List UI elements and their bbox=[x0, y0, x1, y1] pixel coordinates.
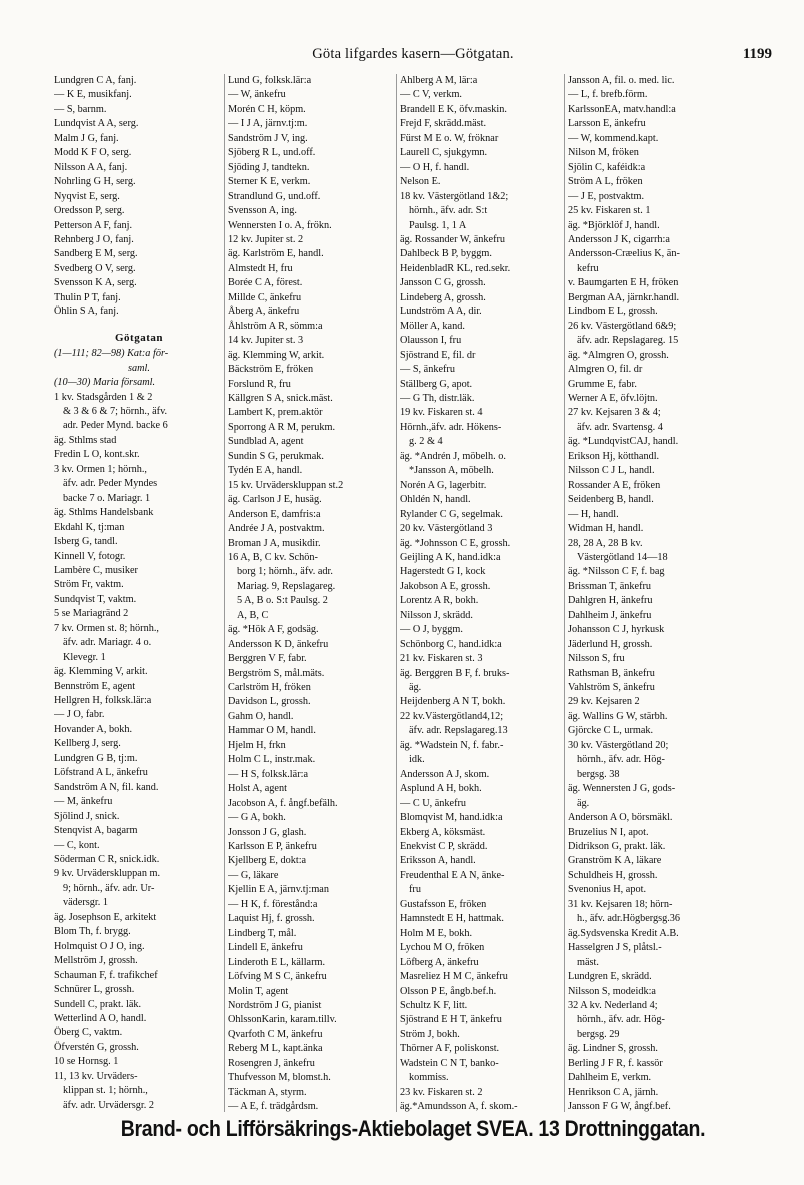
directory-line: Lindell E, änkefru bbox=[228, 942, 303, 954]
directory-line: Gustafsson E, fröken bbox=[400, 898, 487, 910]
directory-line: äg. bbox=[409, 682, 422, 694]
page-header bbox=[54, 46, 772, 70]
directory-line: Ekdahl K, tj:man bbox=[54, 521, 125, 533]
directory-line: *Jansson A, möbelh. bbox=[409, 465, 494, 477]
directory-line: Dahlheim E, verkm. bbox=[568, 1072, 652, 1084]
directory-line: Stenqvist A, bagarm bbox=[54, 825, 138, 837]
directory-line: g. 2 & 4 bbox=[409, 436, 443, 448]
directory-line: 29 kv. Kejsaren 2 bbox=[568, 696, 640, 708]
directory-line: Vahlström S, änkefru bbox=[568, 682, 655, 694]
directory-line: 20 kv. Västergötland 3 bbox=[400, 523, 493, 535]
directory-line: Bruzelius N I, apot. bbox=[568, 826, 649, 838]
directory-line: Rossander A E, fröken bbox=[568, 479, 661, 491]
directory-line: Asplund A H, bokh. bbox=[400, 783, 482, 795]
directory-line: Sjöstrand E, fil. dr bbox=[400, 349, 476, 361]
directory-line: Sjölind J, snick. bbox=[54, 810, 120, 822]
directory-line: — W, kommend.kapt. bbox=[568, 132, 659, 144]
directory-line: 5 se Mariagränd 2 bbox=[54, 608, 129, 620]
running-title: Göta lifgardes kasern—Götgatan. bbox=[312, 46, 514, 62]
directory-line: hörnh., äfv. adr. Hög- bbox=[577, 754, 665, 766]
directory-line: Davidson L, grossh. bbox=[228, 696, 311, 708]
directory-line: Ekberg A, köksmäst. bbox=[400, 826, 486, 838]
directory-line: äg. Rossander W, änkefru bbox=[400, 233, 506, 245]
directory-line: äg. *LundqvistCAJ, handl. bbox=[568, 436, 679, 448]
directory-line: äg. Sthlms Handelsbank bbox=[54, 507, 154, 519]
directory-line: Seidenberg B, handl. bbox=[568, 494, 654, 506]
directory-line: äg. *Björklöf J, handl. bbox=[568, 219, 660, 231]
directory-line: A, B, C bbox=[237, 609, 269, 621]
directory-line: v. Baumgarten E H, fröken bbox=[568, 277, 679, 289]
directory-line: Åberg A, änkefru bbox=[228, 306, 300, 318]
directory-line: Löfstrand A L, änkefru bbox=[54, 767, 148, 779]
directory-line: 21 kv. Fiskaren st. 3 bbox=[400, 653, 483, 665]
directory-line: Schnürer L, grossh. bbox=[54, 984, 135, 996]
directory-line: — S, barnm. bbox=[54, 103, 107, 115]
directory-line: Ström J, bokh. bbox=[400, 1028, 460, 1040]
directory-line: kefru bbox=[577, 262, 599, 274]
directory-line: Öhlin S A, fanj. bbox=[54, 306, 119, 318]
directory-line: äg. Wallins G W, stärbh. bbox=[568, 710, 668, 722]
directory-line: Eriksson A, handl. bbox=[400, 855, 476, 867]
directory-line: Dahlbeck B P, byggm. bbox=[400, 248, 492, 260]
directory-line: Anderson E, damfris:a bbox=[228, 508, 321, 520]
directory-line: Jansson C G, grossh. bbox=[400, 277, 486, 289]
directory-line: — H K, f. förestånd:a bbox=[228, 898, 318, 910]
directory-line: — J E, postvaktm. bbox=[568, 190, 645, 202]
directory-line: Hörnh.,äfv. adr. Hökens- bbox=[400, 421, 502, 433]
directory-line: Enekvist C P, skrädd. bbox=[400, 841, 488, 853]
directory-line: äg. Wennersten J G, gods- bbox=[568, 783, 676, 795]
directory-line: Didrikson G, prakt. läk. bbox=[568, 841, 666, 853]
directory-line: Gjörcke C L, urmak. bbox=[568, 725, 654, 737]
directory-line: 25 kv. Fiskaren st. 1 bbox=[568, 205, 651, 217]
directory-line: KarlssonEA, matv.handl:a bbox=[568, 103, 676, 115]
directory-line: Gahm O, handl. bbox=[228, 710, 294, 722]
directory-line: Blomqvist M, hand.idk:a bbox=[400, 812, 503, 824]
directory-line: Carlström H, fröken bbox=[228, 682, 311, 694]
directory-line: Sterner K E, verkm. bbox=[228, 176, 311, 188]
directory-line: Dahlgren H, änkefru bbox=[568, 595, 653, 607]
column-3 bbox=[396, 74, 564, 1112]
directory-line: Ohldén N, handl. bbox=[400, 494, 471, 506]
directory-line: Bennström E, agent bbox=[54, 680, 136, 692]
directory-line: Freudenthal E A N, änke- bbox=[400, 869, 505, 881]
directory-line: Wennersten I o. A, frökn. bbox=[228, 219, 332, 231]
directory-line: Henrikson C A, järnh. bbox=[568, 1086, 659, 1098]
directory-line: Rosengren J, änkefru bbox=[228, 1057, 315, 1069]
directory-line: Holmquist O J O, ing. bbox=[54, 940, 145, 952]
directory-line: Petterson A F, fanj. bbox=[54, 219, 133, 231]
directory-line: Millde C, änkefru bbox=[228, 291, 302, 303]
directory-line: — C, kont. bbox=[54, 839, 100, 851]
directory-line: hörnh., äfv. adr. Hög- bbox=[577, 1014, 665, 1026]
directory-line: Berling J F R, f. kassör bbox=[568, 1057, 663, 1069]
directory-line: äfv. adr. Svartensg. 4 bbox=[577, 421, 663, 433]
directory-line: Lundström A A, dir. bbox=[400, 306, 482, 318]
directory-line: 23 kv. Fiskaren st. 2 bbox=[400, 1086, 483, 1098]
directory-line: Åhlström A R, sömm:a bbox=[228, 320, 323, 332]
directory-line: Malm J G, fanj. bbox=[54, 132, 119, 144]
directory-line: — O J, byggm. bbox=[400, 624, 463, 636]
directory-line: Nelson E. bbox=[400, 176, 441, 188]
directory-line: Wadstein C N T, banko- bbox=[400, 1057, 499, 1069]
directory-line: Lundqvist A A, serg. bbox=[54, 118, 139, 130]
directory-line: bergsg. 29 bbox=[577, 1028, 620, 1040]
directory-line: Hammar O M, handl. bbox=[228, 725, 316, 737]
directory-line: Svensson A, ing. bbox=[228, 205, 297, 217]
directory-line: Fürst M E o. W, fröknar bbox=[400, 132, 499, 144]
directory-line: Källgren S A, snick.mäst. bbox=[228, 392, 333, 404]
directory-line: Forslund R, fru bbox=[228, 378, 291, 390]
directory-line: Lundgren C A, fanj. bbox=[54, 75, 137, 86]
directory-line: Almgren O, fil. dr bbox=[568, 364, 643, 376]
directory-line: Sandberg E M, serg. bbox=[54, 248, 138, 260]
directory-line: Andersson J K, cigarrh:a bbox=[568, 233, 670, 245]
directory-line: Nilson M, fröken bbox=[568, 147, 639, 159]
directory-line: — S, änkefru bbox=[400, 364, 455, 376]
directory-line: Jansson F G W, ångf.bef. bbox=[568, 1101, 671, 1112]
directory-line: Kjellin E A, järnv.tj:man bbox=[228, 884, 329, 896]
directory-line: Öfverstén G, grossh. bbox=[54, 1041, 139, 1053]
advertisement-footer: Brand- och Lifförsäkrings-Aktiebolaget SVEA. 13 Drottninggatan. bbox=[120, 1116, 706, 1142]
directory-line: Hellgren H, folksk.lär:a bbox=[54, 695, 152, 707]
directory-line: Lychou M O, fröken bbox=[400, 942, 485, 954]
directory-line: Broman J A, musikdir. bbox=[228, 537, 321, 549]
directory-line: Werner A E, öfv.löjtn. bbox=[568, 392, 658, 404]
directory-line: Lambert K, prem.aktör bbox=[228, 407, 323, 419]
directory-line: 10 se Hornsg. 1 bbox=[54, 1056, 119, 1068]
directory-line: Ahlberg A M, lär:a bbox=[400, 75, 478, 86]
directory-line: äg. *Johnsson C E, grossh. bbox=[400, 537, 511, 549]
directory-line: äfv. adr. Urvädersgr. 2 bbox=[63, 1099, 154, 1111]
directory-line: 9 kv. Urväderskluppan m. bbox=[54, 868, 161, 880]
directory-line: Almstedt H, fru bbox=[228, 262, 293, 274]
directory-line: OhlssonKarin, karam.tillv. bbox=[228, 1014, 337, 1026]
directory-line: Mellström J, grossh. bbox=[54, 955, 138, 967]
directory-line: — C V, verkm. bbox=[400, 89, 462, 101]
directory-line: (1—111; 82—98) Kat:a för- bbox=[54, 348, 169, 360]
directory-line: Kjellberg E, dokt:a bbox=[228, 855, 307, 867]
directory-line: äg. Sthlms stad bbox=[54, 434, 117, 446]
directory-line: Schultz K F, litt. bbox=[400, 1000, 468, 1011]
directory-line: 32 A kv. Nederland 4; bbox=[568, 1000, 658, 1011]
directory-line: Dahlheim J, änkefru bbox=[568, 609, 652, 621]
directory-line: Kinnell V, fotogr. bbox=[54, 550, 126, 562]
directory-line: Olsson P E, ångb.bef.h. bbox=[400, 985, 497, 997]
directory-line: Holm M E, bokh. bbox=[400, 927, 473, 939]
column-2 bbox=[224, 74, 396, 1112]
directory-line: Lund G, folksk.lär:a bbox=[228, 75, 312, 86]
directory-line: Granström K A, läkare bbox=[568, 855, 662, 867]
column-1 bbox=[54, 74, 224, 1112]
directory-line: — G, läkare bbox=[228, 869, 279, 881]
directory-line: äfv. adr. Repslagareg.13 bbox=[409, 725, 508, 737]
directory-line: — K E, musikfanj. bbox=[54, 89, 132, 101]
directory-line: äg. Lindner S, grossh. bbox=[568, 1043, 658, 1055]
directory-line: Andersson A J, skom. bbox=[400, 768, 490, 780]
directory-line: Lundgren G B, tj:m. bbox=[54, 752, 138, 764]
directory-line: Brissman T, änkefru bbox=[568, 580, 652, 592]
directory-line: Schuldheis H, grossh. bbox=[568, 869, 658, 881]
directory-line: Thulin P T, fanj. bbox=[54, 291, 121, 303]
directory-line: Bäckström E, fröken bbox=[228, 364, 314, 376]
directory-line: Jonsson J G, glash. bbox=[228, 826, 307, 838]
directory-line: Grumme E, fabr. bbox=[568, 378, 637, 390]
directory-line: Täckman A, styrm. bbox=[228, 1086, 307, 1098]
directory-line: Rylander C G, segelmak. bbox=[400, 508, 503, 520]
directory-line: 18 kv. Västergötland 1&2; bbox=[400, 190, 509, 202]
directory-line: Andrée J A, postvaktm. bbox=[228, 523, 325, 535]
directory-line: Hagerstedt G I, kock bbox=[400, 566, 486, 578]
page-number: 1199 bbox=[742, 46, 772, 62]
street-heading: Götgatan bbox=[115, 331, 163, 344]
directory-line: Fredin L O, kont.skr. bbox=[54, 449, 140, 461]
directory-line: 9; hörnh., äfv. adr. Ur- bbox=[63, 882, 155, 894]
directory-line: Erikson Hj, kötthandl. bbox=[568, 450, 660, 462]
directory-line: saml. bbox=[128, 362, 150, 374]
directory-line: Sjölin C, kaféidk:a bbox=[568, 161, 646, 173]
directory-line: Jakobson A E, grossh. bbox=[400, 580, 491, 592]
directory-line: Morén C H, köpm. bbox=[228, 103, 306, 115]
directory-line: Ström A L, fröken bbox=[568, 176, 643, 188]
directory-line: Svenonius H, apot. bbox=[568, 884, 647, 896]
directory-line: Tydén E A, handl. bbox=[228, 465, 303, 477]
directory-line: Schönborg C, hand.idk:a bbox=[400, 638, 502, 650]
directory-line: Kellberg J, serg. bbox=[54, 738, 121, 750]
directory-line: Mariag. 9, Repslagareg. bbox=[237, 580, 336, 592]
directory-line: 15 kv. Urväderskluppan st.2 bbox=[228, 479, 344, 491]
directory-line: Blom Th, f. brygg. bbox=[54, 926, 131, 938]
directory-line: Qvarfoth C M, änkefru bbox=[228, 1028, 323, 1040]
directory-line: — I J A, järnv.tj:m. bbox=[228, 118, 308, 130]
directory-line: äg. Josephson E, arkitekt bbox=[54, 911, 157, 923]
directory-line: Laquist Hj, f. grossh. bbox=[228, 913, 315, 925]
directory-line: Reberg M L, kapt.änka bbox=[228, 1043, 323, 1055]
directory-line: Modd K F O, serg. bbox=[54, 147, 132, 159]
directory-line: 7 kv. Ormen st. 8; hörnh., bbox=[54, 622, 159, 634]
directory-line: 12 kv. Jupiter st. 2 bbox=[228, 233, 304, 245]
column-4 bbox=[564, 74, 772, 1112]
directory-line: Öberg C, vaktm. bbox=[54, 1027, 123, 1039]
directory-line: Nilsson S, modeidk:a bbox=[568, 985, 656, 997]
directory-line: äg. *Wadstein N, f. fabr.- bbox=[400, 739, 504, 751]
directory-line: 3 kv. Ormen 1; hörnh., bbox=[54, 463, 147, 475]
directory-line: äg. Klemming W, arkit. bbox=[228, 349, 325, 361]
directory-line: Lindbom E L, grossh. bbox=[568, 306, 658, 318]
directory-line: 26 kv. Västergötland 6&9; bbox=[568, 320, 677, 332]
directory-line: Brandell E K, öfv.maskin. bbox=[400, 103, 507, 115]
directory-line: Jäderlund H, grossh. bbox=[568, 638, 653, 650]
directory-line: — O H, f. handl. bbox=[400, 161, 470, 173]
directory-line: Lindeberg A, grossh. bbox=[400, 291, 486, 303]
directory-line: Löfving M S C, änkefru bbox=[228, 971, 327, 983]
directory-line: äg.*Amundsson A, f. skom.- bbox=[400, 1101, 518, 1112]
directory-line: Holst A, agent bbox=[228, 783, 287, 795]
directory-line: Berggren V F, fabr. bbox=[228, 653, 307, 665]
directory-line: Sundell C, prakt. läk. bbox=[54, 998, 142, 1010]
directory-line: Sjöstrand E H T, änkefru bbox=[400, 1014, 502, 1026]
directory-line: Jansson A, fil. o. med. lic. bbox=[568, 75, 675, 86]
directory-line: — G A, bokh. bbox=[228, 812, 286, 824]
directory-line: Möller A, kand. bbox=[400, 320, 465, 332]
directory-line: Sandström A N, fil. kand. bbox=[54, 781, 159, 793]
directory-line: — M, änkefru bbox=[54, 796, 113, 808]
directory-line: Frejd F, skrädd.mäst. bbox=[400, 118, 487, 130]
directory-line: mäst. bbox=[577, 956, 599, 968]
directory-line: fru bbox=[409, 884, 421, 896]
directory-line: — C U, änkefru bbox=[400, 797, 467, 809]
directory-line: Lorentz A R, bokh. bbox=[400, 595, 479, 607]
directory-line: Lundgren E, skrädd. bbox=[568, 971, 652, 983]
directory-line: Olausson I, fru bbox=[400, 335, 462, 347]
directory-line: Ställberg G, apot. bbox=[400, 378, 473, 390]
directory-line: 30 kv. Västergötland 20; bbox=[568, 739, 669, 751]
directory-line: Paulsg. 1, 1 A bbox=[409, 219, 467, 231]
directory-line: Sundqvist T, vaktm. bbox=[54, 593, 137, 605]
directory-line: Nilsson C J L, handl. bbox=[568, 465, 655, 477]
directory-line: äfv. adr. Repslagareg. 15 bbox=[577, 335, 679, 347]
directory-line: Nohrling G H, serg. bbox=[54, 176, 136, 188]
directory-line: adr. Peder Mynd. backe 6 bbox=[63, 420, 168, 432]
directory-line: kommiss. bbox=[409, 1072, 449, 1084]
directory-line: Svensson K A, serg. bbox=[54, 277, 137, 289]
directory-line: Svedberg O V, serg. bbox=[54, 262, 136, 274]
directory-line: äg. bbox=[577, 797, 590, 809]
directory-line: Borée C A, förest. bbox=[228, 277, 303, 289]
directory-line: Strandlund G, und.off. bbox=[228, 190, 321, 202]
directory-line: Andersson K D, änkefru bbox=[228, 638, 329, 650]
directory-line: äg. *Almgren O, grossh. bbox=[568, 349, 669, 361]
directory-line: Anderson A O, börsmäkl. bbox=[568, 812, 673, 824]
directory-line: äg. Berggren B F, f. bruks- bbox=[400, 667, 510, 679]
directory-line: Västergötland 14—18 bbox=[577, 551, 668, 563]
directory-line: Holm C L, instr.mak. bbox=[228, 754, 316, 766]
directory-line: 19 kv. Fiskaren st. 4 bbox=[400, 407, 483, 419]
directory-line: — J O, fabr. bbox=[54, 709, 105, 721]
directory-line: Sjöberg R L, und.off. bbox=[228, 147, 316, 159]
directory-line: Klevegr. 1 bbox=[63, 651, 106, 663]
directory-line: Nyqvist E, serg. bbox=[54, 190, 120, 202]
directory-line: Heijdenberg A N T, bokh. bbox=[400, 696, 506, 708]
directory-line: Andersson-Cræelius K, än- bbox=[568, 248, 680, 260]
directory-line: 31 kv. Kejsaren 18; hörn- bbox=[568, 898, 673, 910]
directory-line: Thufvesson M, blomst.h. bbox=[228, 1072, 331, 1084]
directory-line: äfv. adr. Mariagr. 4 o. bbox=[63, 637, 152, 649]
directory-line: 11, 13 kv. Urväders- bbox=[54, 1070, 138, 1082]
directory-line: Bergström S, mål.mäts. bbox=[228, 667, 325, 679]
directory-line: Linderoth E L, källarm. bbox=[228, 956, 326, 968]
directory-line: Isberg G, tandl. bbox=[54, 536, 118, 548]
directory-line: & 3 & 6 & 7; hörnh., äfv. bbox=[63, 405, 168, 417]
directory-line: Karlsson E P, änkefru bbox=[228, 841, 317, 853]
directory-line: vädersgr. 1 bbox=[63, 897, 108, 909]
directory-line: Oredsson P, serg. bbox=[54, 205, 125, 217]
directory-line: Norén A G, lagerbitr. bbox=[400, 479, 487, 491]
directory-line: Söderman C R, snick.idk. bbox=[54, 854, 160, 866]
directory-line: idk. bbox=[409, 754, 425, 766]
directory-line: Geijling A K, hand.idk:a bbox=[400, 551, 501, 563]
directory-line: bergsg. 38 bbox=[577, 768, 620, 780]
directory-line: äg. *Hök A F, godsäg. bbox=[228, 624, 319, 636]
directory-line: Larsson E, änkefru bbox=[568, 118, 646, 130]
directory-line: — H, handl. bbox=[568, 508, 619, 520]
directory-line: Thörner A F, poliskonst. bbox=[400, 1043, 500, 1055]
directory-line: Sundblad A, agent bbox=[228, 436, 304, 448]
directory-line: — G Th, distr.läk. bbox=[400, 392, 475, 404]
directory-line: borg 1; hörnh., äfv. adr. bbox=[237, 566, 333, 578]
directory-line: Schauman F, f. trafikchef bbox=[54, 969, 158, 981]
directory-line: h., äfv. adr.Högbergsg.36 bbox=[577, 913, 681, 925]
directory-line: Jacobson A, f. ångf.befälh. bbox=[228, 797, 338, 809]
directory-line: Hasselgren J S, plåtsl.- bbox=[568, 942, 662, 954]
directory-line: Rathsman B, änkefru bbox=[568, 667, 655, 679]
directory-line: äg. Karlström E, handl. bbox=[228, 248, 324, 260]
directory-line: Sporrong A R M, perukm. bbox=[228, 421, 336, 433]
directory-line: Lambère C, musiker bbox=[54, 564, 138, 576]
directory-line: Masreliez H M C, änkefru bbox=[400, 971, 508, 983]
directory-line: äg. Carlson J E, husäg. bbox=[228, 494, 322, 506]
directory-line: Wetterlind A O, handl. bbox=[54, 1013, 147, 1024]
directory-line: Löfberg A, änkefru bbox=[400, 956, 479, 968]
directory-line: (10—30) Maria församl. bbox=[54, 377, 156, 389]
directory-line: äg. *Nilsson C F, f. bag bbox=[568, 566, 665, 578]
directory-line: klippan st. 1; hörnh., bbox=[63, 1085, 148, 1097]
directory-line: 1 kv. Stadsgården 1 & 2 bbox=[54, 391, 153, 403]
directory-line: Bergman AA, järnkr.handl. bbox=[568, 291, 680, 303]
directory-line: Laurell C, sjukgymn. bbox=[400, 147, 488, 159]
directory-line: — H S, folksk.lär:a bbox=[228, 768, 308, 780]
directory-line: 22 kv.Västergötland4,12; bbox=[400, 710, 504, 722]
directory-line: 5 A, B o. S:t Paulsg. 2 bbox=[237, 595, 328, 607]
directory-line: Ström Fr, vaktm. bbox=[54, 579, 124, 591]
directory-line: Nordström J G, pianist bbox=[228, 1000, 322, 1011]
directory-line: äg. Klemming V, arkit. bbox=[54, 666, 148, 678]
directory-line: 28, 28 A, 28 B kv. bbox=[568, 537, 643, 549]
directory-line: Rehnberg J O, fanj. bbox=[54, 233, 134, 245]
directory-line: hörnh., äfv. adr. S:t bbox=[409, 205, 488, 217]
directory-line: Nilsson A A, fanj. bbox=[54, 161, 128, 173]
directory-line: Sundin S G, perukmak. bbox=[228, 450, 324, 462]
directory-line: backe 7 o. Mariagr. 1 bbox=[63, 492, 151, 504]
directory-line: äg.Sydsvenska Kredit A.B. bbox=[568, 927, 679, 939]
directory-line: Hjelm H, frkn bbox=[228, 739, 286, 751]
directory-line bbox=[54, 320, 224, 326]
directory-columns bbox=[54, 74, 772, 1112]
directory-line: 16 A, B, C kv. Schön- bbox=[228, 551, 318, 563]
directory-line: äfv. adr. Peder Myndes bbox=[63, 478, 158, 490]
directory-line: — L, f. brefb.förm. bbox=[568, 89, 648, 101]
directory-line: HeidenbladR KL, red.sekr. bbox=[400, 262, 511, 274]
directory-line: 27 kv. Kejsaren 3 & 4; bbox=[568, 407, 661, 419]
directory-line: — A E, f. trädgårdsm. bbox=[228, 1101, 319, 1112]
directory-line: äg. *Andrén J, möbelh. o. bbox=[400, 450, 506, 462]
directory-line: Hovander A, bokh. bbox=[54, 723, 133, 735]
directory-line: Hamnstedt E H, hattmak. bbox=[400, 913, 504, 925]
directory-line: Molin T, agent bbox=[228, 985, 289, 997]
directory-line: Johansson C J, hyrkusk bbox=[568, 624, 665, 636]
directory-line: Sandström J V, ing. bbox=[228, 132, 308, 144]
directory-line: Nilsson J, skrädd. bbox=[400, 609, 473, 621]
directory-line: — W, änkefru bbox=[228, 89, 286, 101]
directory-line: Lindberg T, mål. bbox=[228, 927, 297, 939]
directory-line: Nilsson S, fru bbox=[568, 653, 625, 665]
directory-line: 14 kv. Jupiter st. 3 bbox=[228, 335, 304, 347]
directory-line: Widman H, handl. bbox=[568, 523, 644, 535]
directory-line: Sjöding J, tandtekn. bbox=[228, 161, 310, 173]
